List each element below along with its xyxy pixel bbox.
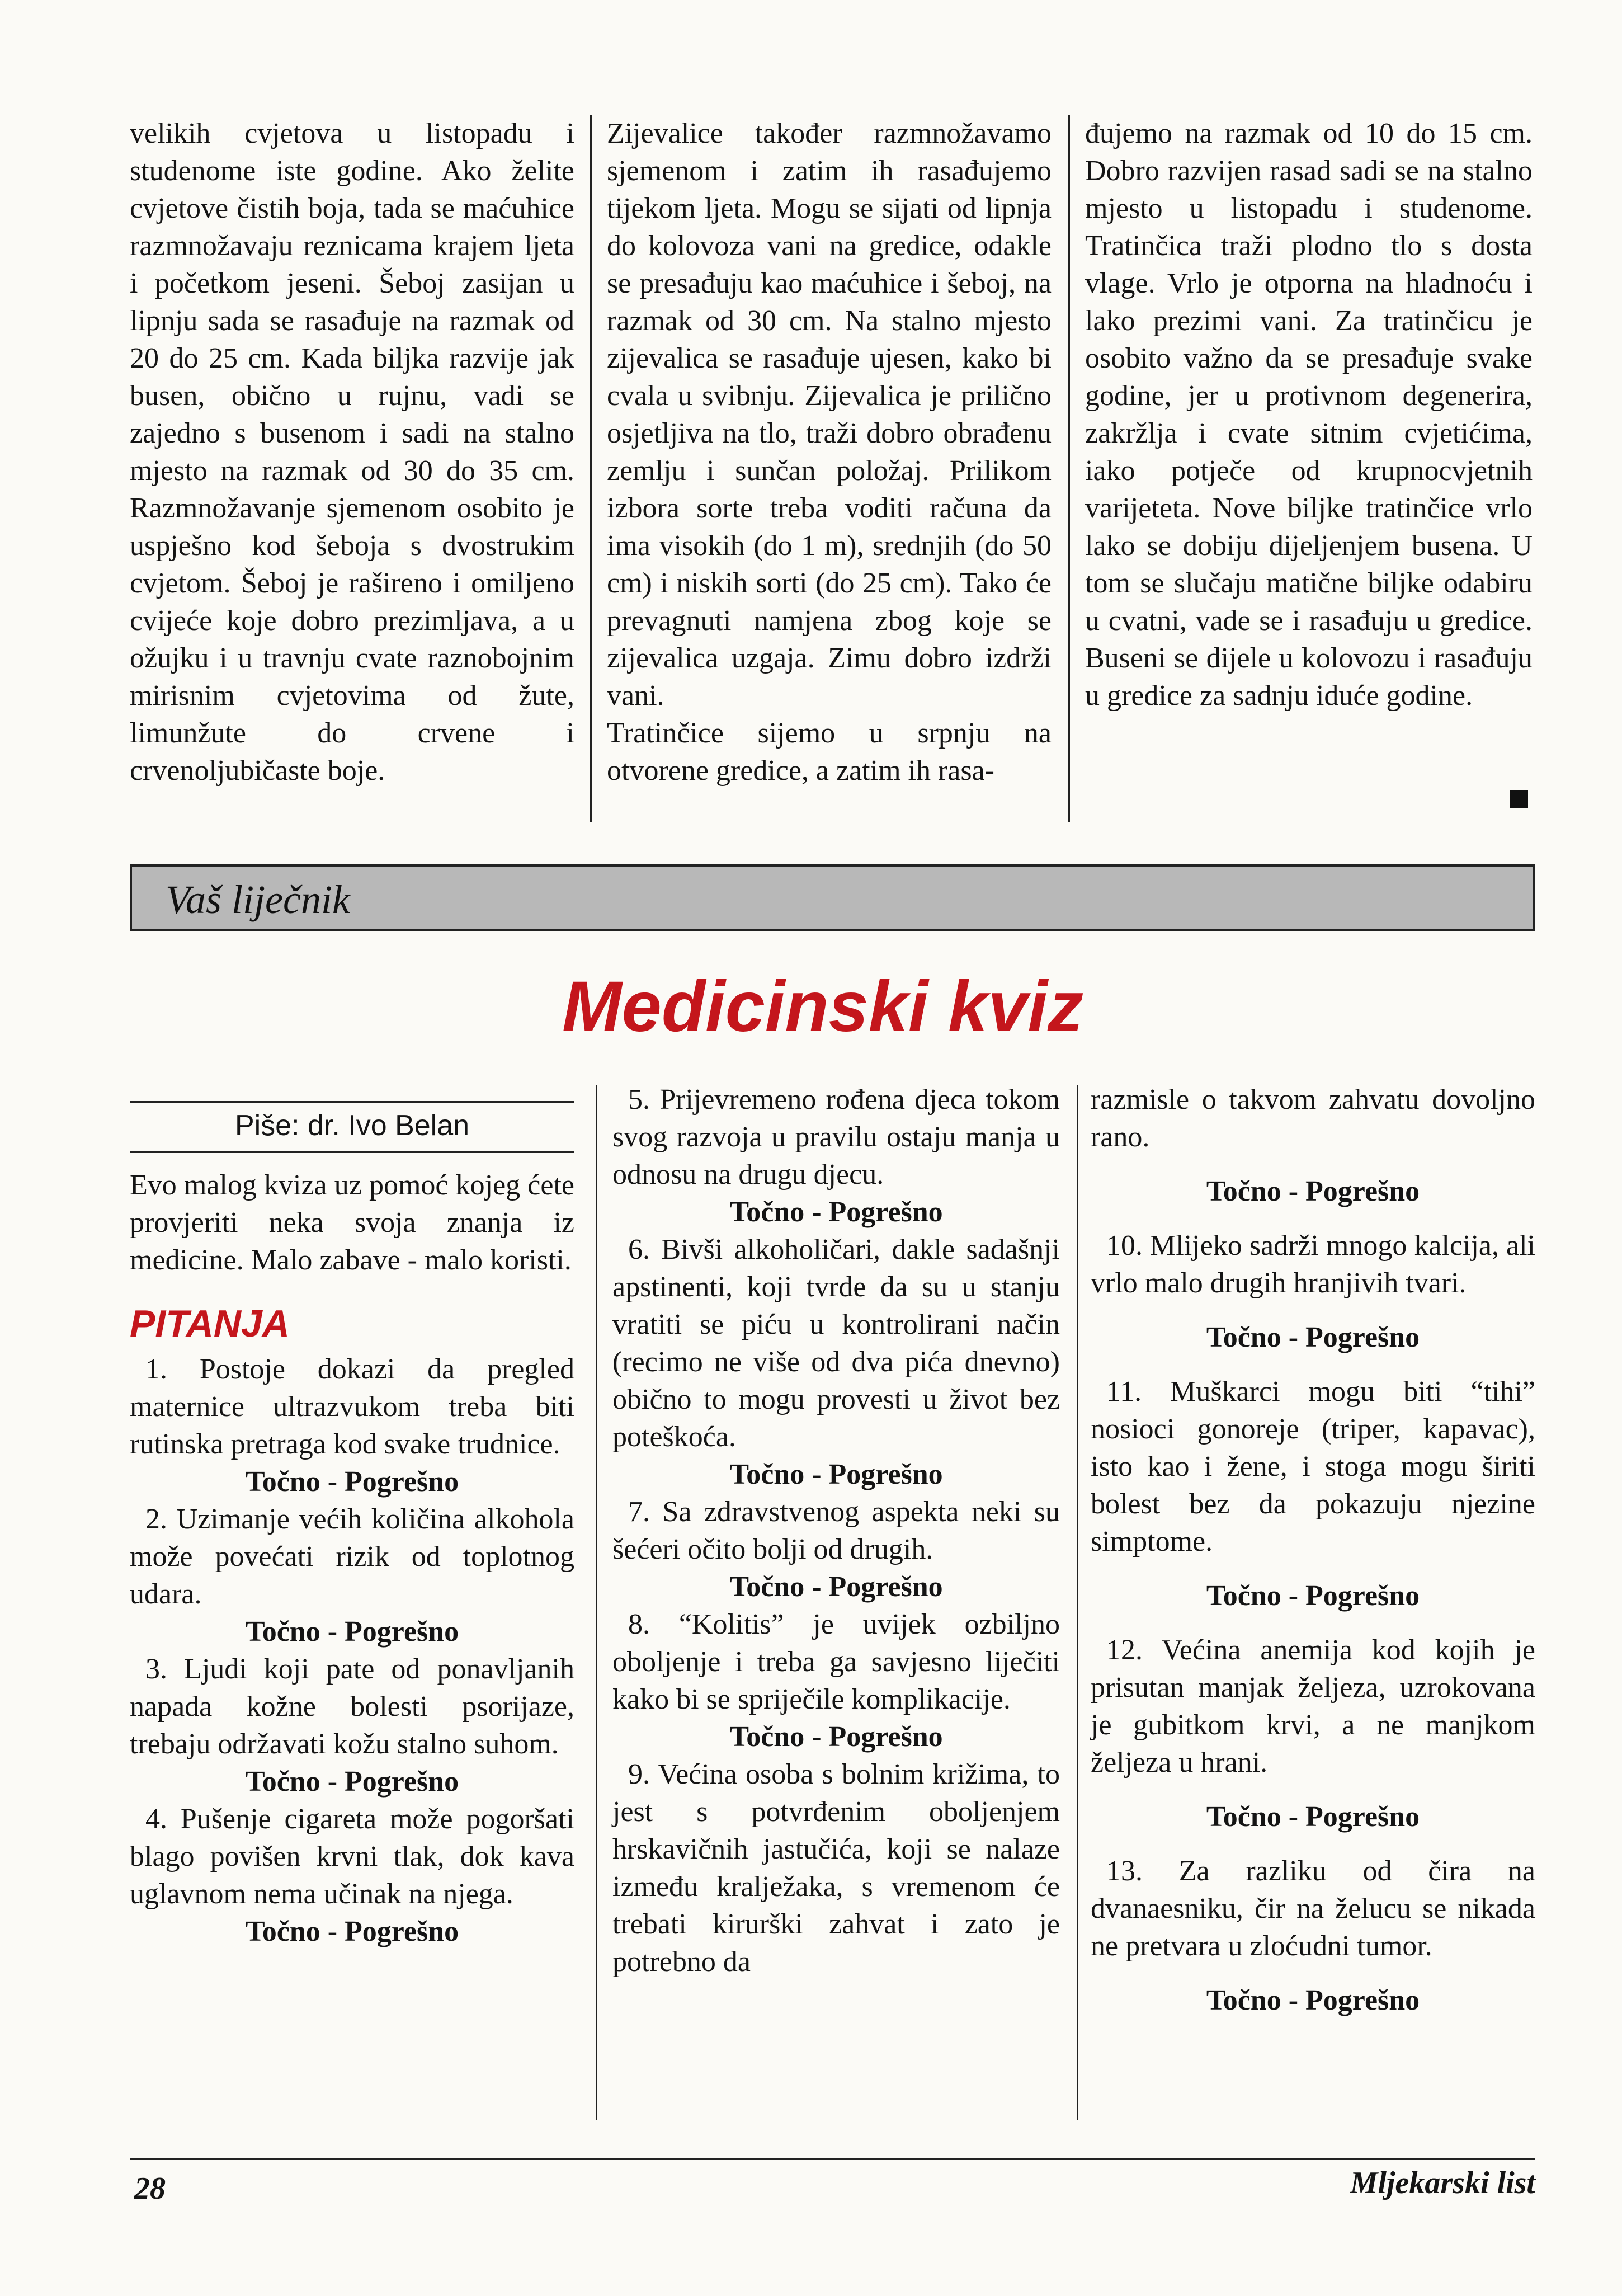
answer-choice[interactable]: Točno - Pogrešno (729, 1721, 943, 1753)
answer-choice[interactable]: Točno - Pogrešno (729, 1571, 943, 1603)
question-10: 10. Mlijeko sadrži mnogo kalcija, ali vrlo malo drugih hranjivih tvari. (1091, 1230, 1535, 1299)
answer-choice[interactable]: Točno - Pogrešno (245, 1616, 459, 1648)
question-13: 13. Za razliku od čira na dvanaesniku, čir na želucu se nikada ne pretvara u zloćudni tumor. (1091, 1855, 1535, 1962)
article-end-mark (1510, 790, 1528, 808)
column-divider (1068, 115, 1070, 822)
article-paragraph: velikih cvjetova u listopadu i studenome iste godine. Ako želite cvjetove čistih boja, tada se maćuhice razmnožavaju reznicama krajem ljeta i početkom jeseni. Šeboj zasijan u lipnju sada se rasađuje na razmak od 20 do 25 cm. Kada biljka razvije jak busen, obično u rujnu, vadi se zajedno s busenom i sadi na stalno mjesto na razmak od 30 do 35 cm. Razmnožavanje sjemenom osobito je uspješno kod šeboja s dvostrukim cvjetom. Šeboj je rašireno i omiljeno cvijeće koje dobro prezimljava, a u ožujku i u travnju cvate raznobojnim mirisnim cvjetovima od žute, limunžute do crvene i crvenoljubičaste boje. (130, 117, 574, 787)
byline: Piše: dr. Ivo Belan (234, 1109, 470, 1142)
answer-choice[interactable]: Točno - Pogrešno (245, 1466, 459, 1498)
byline-rule-top (130, 1101, 574, 1103)
section-banner (130, 864, 1535, 931)
answer-choice[interactable]: Točno - Pogrešno (1206, 1321, 1420, 1353)
quiz-column-1 (130, 1166, 574, 1950)
answer-choice[interactable]: Točno - Pogrešno (1206, 1175, 1420, 1207)
question-9-continued: razmisle o takvom zahvatu dovoljno rano. (1091, 1084, 1535, 1153)
question-4: 4. Pušenje cigareta može pogoršati blago povišen krvni tlak, dok kava uglavnom nema učinak na njega. (130, 1803, 574, 1910)
column-divider (590, 115, 592, 822)
article-column-3 (1085, 115, 1533, 714)
quiz-title: Medicinski kviz (562, 967, 1083, 1047)
answer-choice[interactable]: Točno - Pogrešno (1206, 1984, 1420, 2016)
page-number: 28 (134, 2171, 166, 2206)
question-8: 8. “Kolitis” je uvijek ozbiljno oboljenje i treba ga savjesno liječiti kako bi se spriječile komplikacije. (612, 1608, 1060, 1715)
publication-name: Mljekarski list (1350, 2166, 1535, 2200)
question-7: 7. Sa zdravstvenog aspekta neki su šećeri očito bolji od drugih. (612, 1496, 1060, 1565)
answer-choice[interactable]: Točno - Pogrešno (245, 1766, 459, 1798)
article-paragraph: Tratinčice sijemo u srpnju na otvorene gredice, a zatim ih rasa- (607, 717, 1052, 787)
answer-choice[interactable]: Točno - Pogrešno (1206, 1801, 1420, 1833)
question-5: 5. Prijevremeno rođena djeca tokom svog razvoja u pravilu ostaju manja u odnosu na drugu djecu. (612, 1084, 1060, 1191)
question-6: 6. Bivši alkoholičari, dakle sadašnji apstinenti, koji tvrde da su u stanju vratiti se piću u kontrolirani način (recimo ne više od dva pića dnevno) obično to mogu provesti u život bez poteškoća. (612, 1234, 1060, 1453)
article-paragraph: đujemo na razmak od 10 do 15 cm. Dobro razvijen rasad sadi se na stalno mjesto u listopadu i studenome. Tratinčica traži plodno tlo s dosta vlage. Vrlo je otporna na hladnoću i lako prezimi vani. Za tratinčicu je osobito važno da se presađuje svake godine, jer u protivnom degenerira, zakržlja i cvate sitnim cvjetićima, iako potječe od krupnocvjetnih varijeteta. Nove biljke tratinčice vrlo lako se dobiju dijeljenjem busena. U tom se slučaju matične biljke odabiru u cvatni, vade se i rasađuju u gredice. Buseni se dijele u kolovozu i rasađuju u gredice za sadnju iduće godine. (1085, 117, 1533, 712)
answer-choice[interactable]: Točno - Pogrešno (245, 1916, 459, 1947)
questions-heading: PITANJA (130, 1302, 290, 1345)
article-column-2 (607, 115, 1052, 789)
footer-rule (130, 2158, 1535, 2160)
question-12: 12. Većina anemija kod kojih je prisutan manjak željeza, uzrokovana je gubitkom krvi, a ne manjkom željeza u hrani. (1091, 1634, 1535, 1779)
question-3: 3. Ljudi koji pate od ponavljanih napada kožne bolesti psorijaze, trebaju održavati kožu stalno suhom. (130, 1653, 574, 1760)
column-divider (596, 1085, 597, 2120)
quiz-intro: Evo malog kviza uz pomoć kojeg ćete provjeriti neka svoja znanja iz medicine. Malo zabave - malo koristi. (130, 1169, 574, 1276)
question-11: 11. Muškarci mogu biti “tihi” nosioci gonoreje (triper, kapavac), isto kao i žene, i stoga mogu širiti bolest bez da pokazuju njezine simptome. (1091, 1376, 1535, 1558)
question-1: 1. Postoje dokazi da pregled maternice ultrazvukom treba biti rutinska pretraga kod svake trudnice. (130, 1353, 574, 1460)
quiz-column-3 (1091, 1081, 1535, 2036)
question-2: 2. Uzimanje većih količina alkohola može povećati rizik od toplotnog udara. (130, 1503, 574, 1610)
article-paragraph: Zijevalice također razmnožavamo sjemenom i zatim ih rasađujemo tijekom ljeta. Mogu se sijati od lipnja do kolovoza vani na gredice, odakle se presađuju kao maćuhice i šeboj, na razmak od 30 cm. Na stalno mjesto zijevalica se rasađuje ujesen, kako bi cvala u svibnju. Zijevalica je prilično osjetljiva na tlo, traži dobro obrađenu zemlju i sunčan položaj. Prilikom izbora sorte treba voditi računa da ima visokih (do 1 m), srednjih (do 50 cm) i niskih sorti (do 25 cm). Tako će prevagnuti namjena zbog koje se zijevalica uzgaja. Zimu dobro izdrži vani. (607, 117, 1052, 712)
quiz-column-2 (612, 1081, 1060, 1980)
article-column-1 (130, 115, 574, 789)
answer-choice[interactable]: Točno - Pogrešno (1206, 1580, 1420, 1612)
answer-choice[interactable]: Točno - Pogrešno (729, 1196, 943, 1228)
question-9: 9. Većina osoba s bolnim križima, to jest s potvrđenim oboljenjem hrskavičnih jastučića, koji se nalaze između kralježaka, s vremenom će trebati kirurški zahvat i zato je potrebno da (612, 1758, 1060, 1978)
byline-rule-bottom (130, 1151, 574, 1153)
section-banner-label: Vaš liječnik (166, 877, 350, 922)
column-divider (1077, 1085, 1078, 2120)
answer-choice[interactable]: Točno - Pogrešno (729, 1458, 943, 1490)
